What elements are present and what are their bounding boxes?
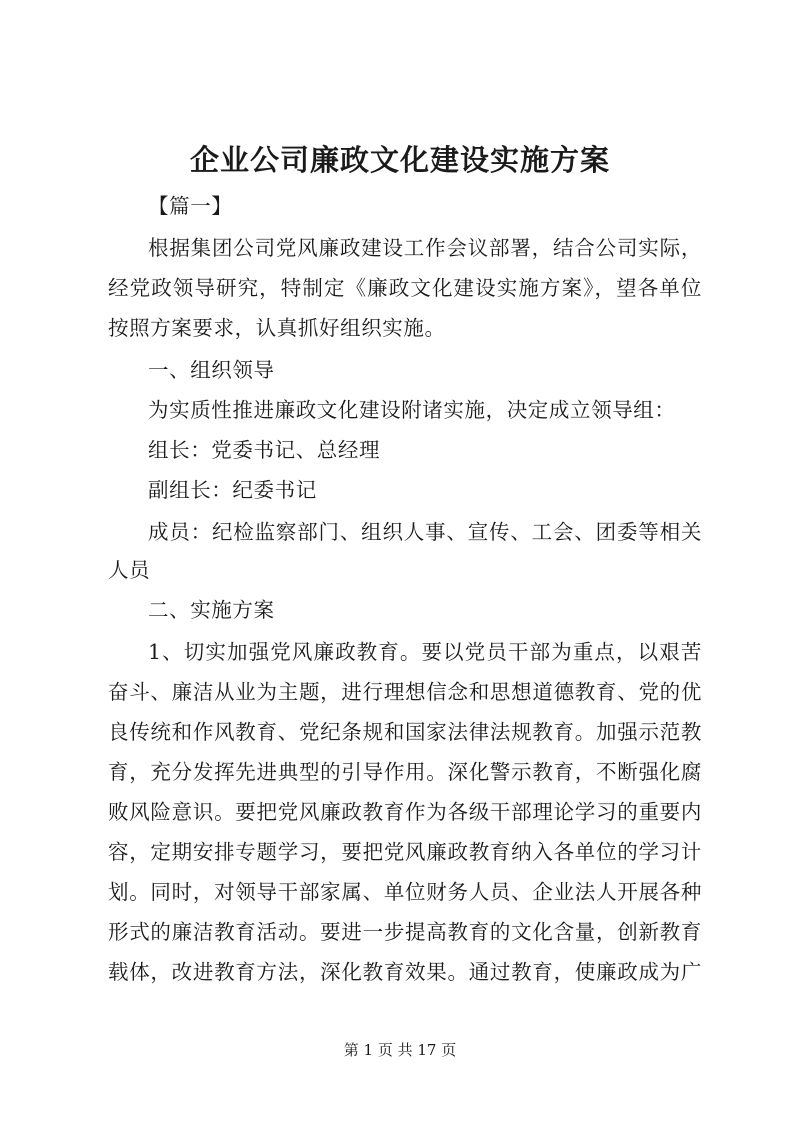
paragraph-line: 1、切实加强党风廉政教育。要以党员干部为重点，以艰苦 [148, 640, 702, 664]
vice-leader-line: 副组长：纪委书记 [148, 478, 317, 502]
page-number-footer: 第 1 页 共 17 页 [343, 1041, 457, 1059]
paragraph-line: 载体，改进教育方法，深化教育效果。通过教育，使廉政成为广 [108, 960, 702, 984]
paragraph-line: 败风险意识。要把党风廉政教育作为各级干部理论学习的重要内 [108, 800, 702, 824]
paragraph-line: 为实质性推进廉政文化建设附诸实施，决定成立领导组： [148, 398, 676, 422]
section-heading: 一、组织领导 [148, 358, 275, 382]
paragraph-line: 良传统和作风教育、党纪条规和国家法律法规教育。加强示范教 [108, 720, 702, 744]
leader-line: 组长：党委书记、总经理 [148, 438, 381, 462]
paragraph-line: 划。同时，对领导干部家属、单位财务人员、企业法人开展各种 [108, 880, 702, 904]
paragraph-line: 育，充分发挥先进典型的引导作用。深化警示教育，不断强化腐 [108, 760, 702, 784]
section-label: 【篇一】 [148, 194, 233, 218]
section-heading: 二、实施方案 [148, 598, 275, 622]
paragraph-line: 容，定期安排专题学习，要把党风廉政教育纳入各单位的学习计 [108, 840, 702, 864]
members-line: 人员 [108, 558, 151, 582]
members-line: 成员：纪检监察部门、组织人事、宣传、工会、团委等相关 [148, 520, 702, 544]
document-title: 企业公司廉政文化建设实施方案 [189, 143, 610, 177]
paragraph-line: 经党政领导研究，特制定《廉政文化建设实施方案》，望各单位 [108, 276, 702, 300]
paragraph-line: 按照方案要求，认真抓好组织实施。 [108, 316, 446, 340]
paragraph-line: 形式的廉洁教育活动。要进一步提高教育的文化含量，创新教育 [108, 920, 702, 944]
paragraph-line: 根据集团公司党风廉政建设工作会议部署，结合公司实际， [148, 236, 702, 260]
paragraph-line: 奋斗、廉洁从业为主题，进行理想信念和思想道德教育、党的优 [108, 680, 702, 704]
